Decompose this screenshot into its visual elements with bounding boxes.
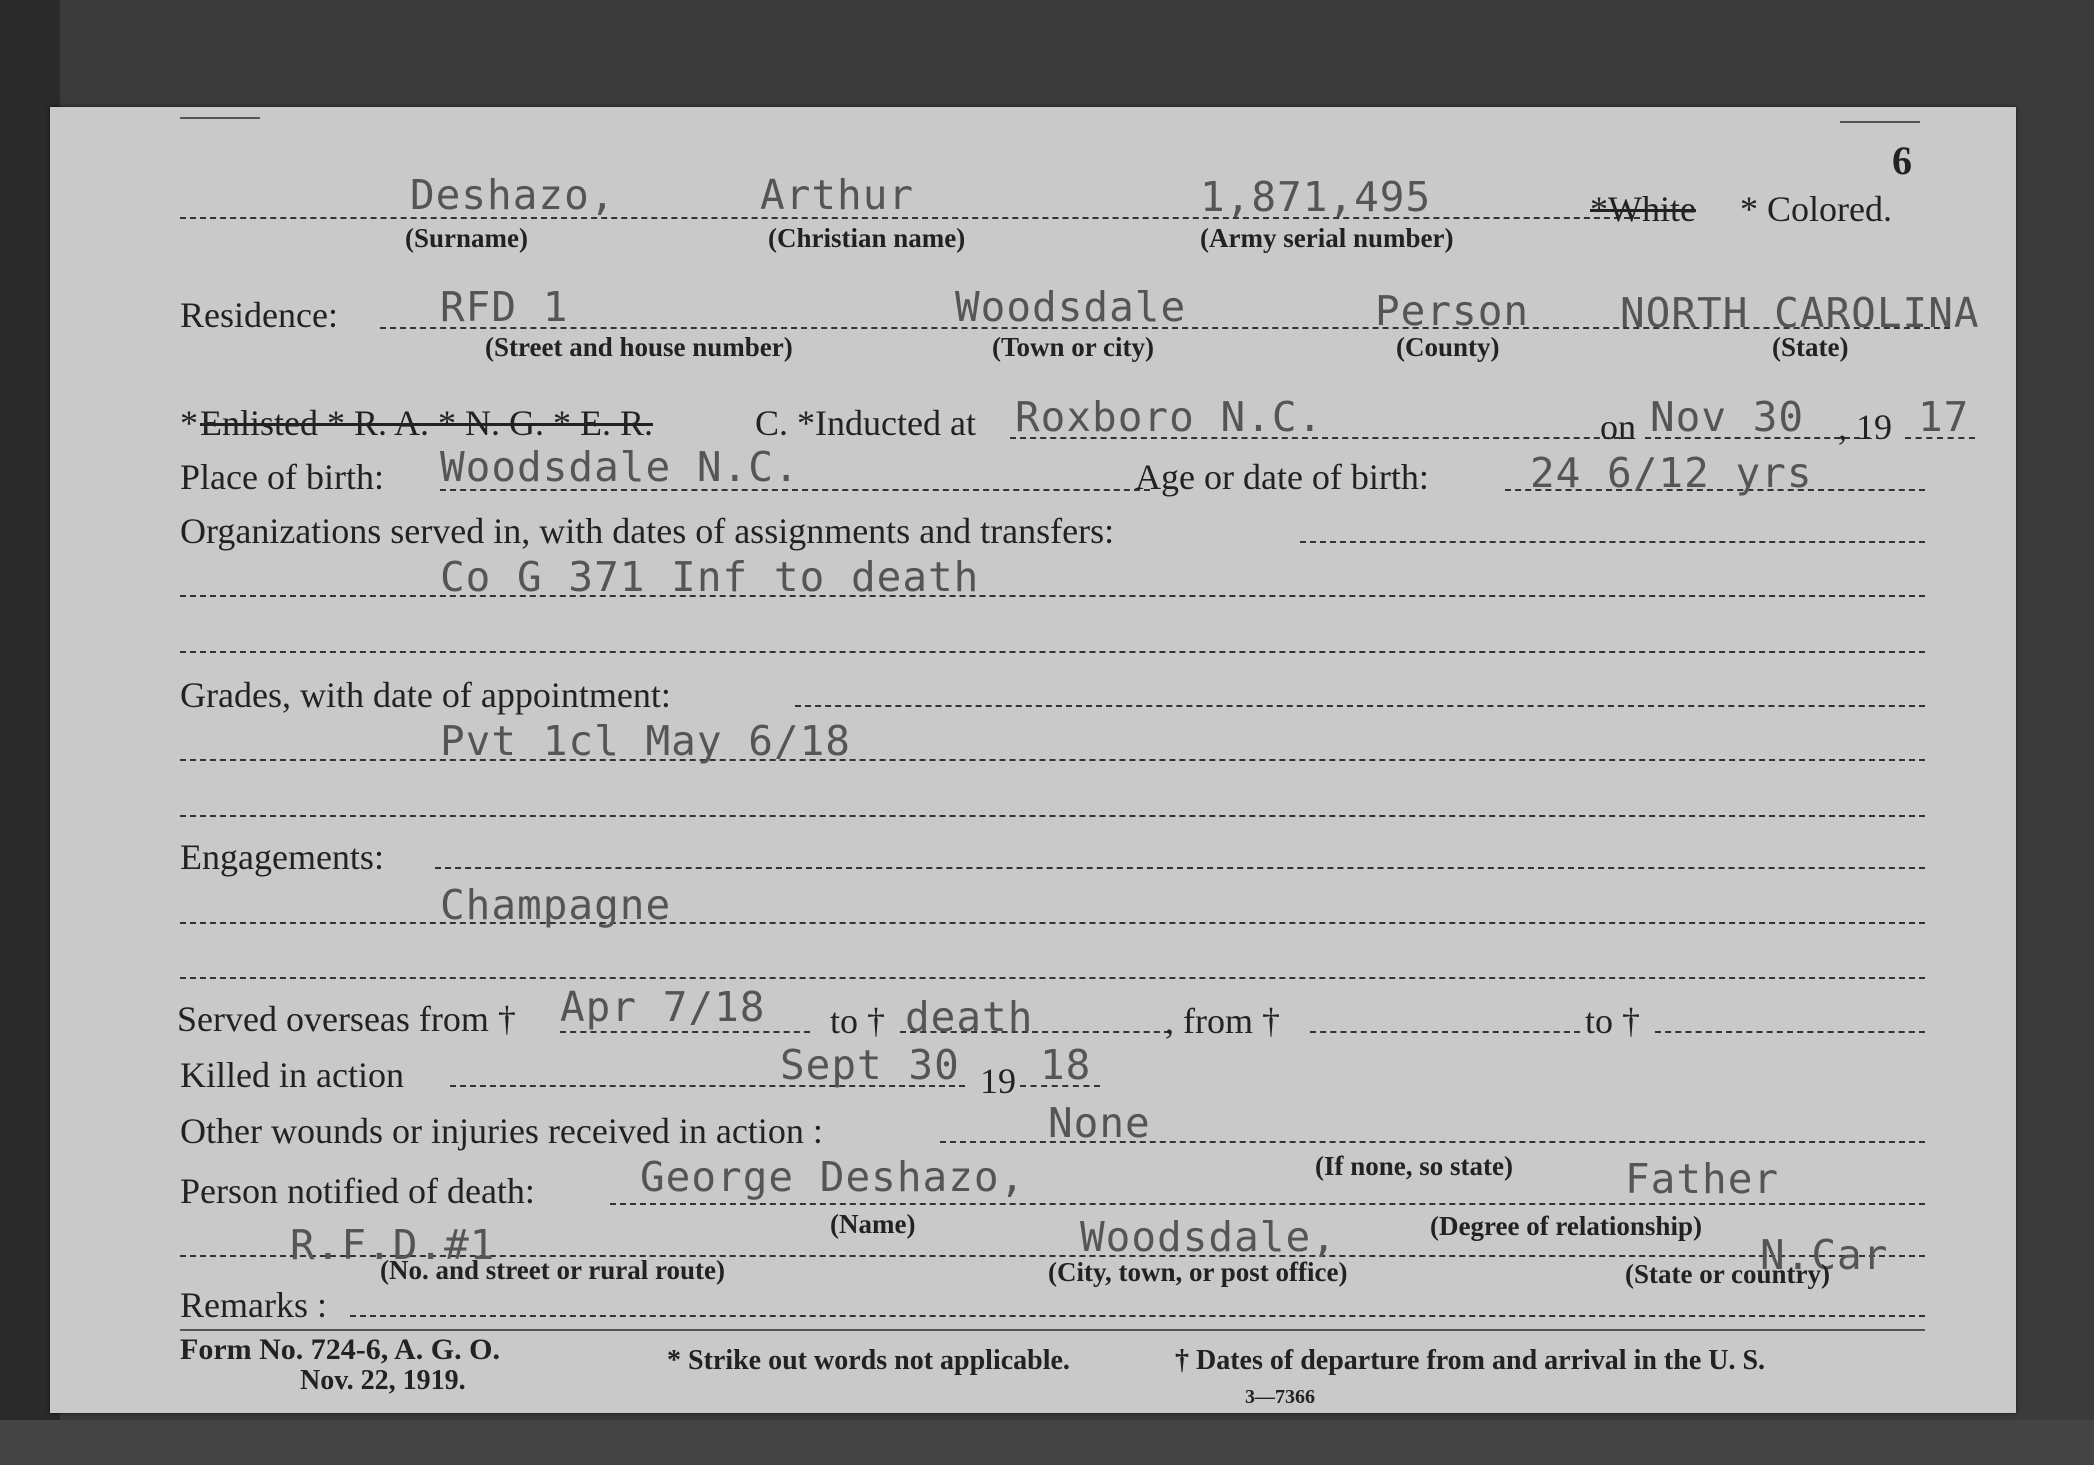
draft-record-card (50, 107, 2016, 1413)
strike-note: * Strike out words not applicable. (667, 1345, 1070, 1376)
overseas-to-label: to † (830, 1001, 886, 1041)
christian-name-value: Arthur (760, 171, 915, 219)
organizations-line-1 (1300, 541, 1925, 543)
inducted-label: C. *Inducted at (755, 403, 976, 443)
card-number: 6 (1892, 138, 1912, 183)
caption-state: (State) (1772, 332, 1849, 362)
race-white-struck: *White (1590, 189, 1696, 229)
caption-christian-name: (Christian name) (768, 223, 966, 253)
scan-background-bottom (0, 1420, 2094, 1465)
wounds-label: Other wounds or injuries received in action : (180, 1111, 823, 1151)
to2-label: to † (1585, 1001, 1641, 1041)
form-number: Form No. 724-6, A. G. O. (180, 1333, 500, 1366)
birth-place-label: Place of birth: (180, 457, 384, 497)
overseas-from-line (560, 1031, 810, 1033)
killed-date-value: Sept 30 (780, 1041, 960, 1089)
organizations-label: Organizations served in, with dates of assignments and transfers: (180, 511, 1115, 551)
killed-year-prefix: 19 (980, 1061, 1016, 1101)
dates-note: † Dates of departure from and arrival in the U. S. (1175, 1345, 1766, 1376)
enlisted-struck-options: Enlisted * R. A. * N. G. * E. R. (200, 403, 654, 443)
caption-relationship: (Degree of relationship) (1430, 1211, 1702, 1241)
town-value: Woodsdale (955, 283, 1187, 331)
to2-line (1655, 1031, 1925, 1033)
caption-surname: (Surname) (405, 223, 528, 253)
engagements-line-1 (435, 867, 1925, 869)
on-label: on (1600, 407, 1636, 447)
notified-street-value: R.F.D.#1 (290, 1221, 496, 1269)
inducted-date-value: Nov 30 (1650, 393, 1805, 441)
organizations-value: Co G 371 Inf to death (440, 553, 980, 601)
from2-line (1310, 1031, 1580, 1033)
grades-line-1 (795, 705, 1925, 707)
caption-city: (City, town, or post office) (1048, 1257, 1348, 1287)
caption-if-none: (If none, so state) (1315, 1151, 1513, 1181)
caption-state-country: (State or country) (1625, 1259, 1830, 1289)
state-value: NORTH CAROLINA (1620, 289, 1980, 337)
caption-street: (Street and house number) (485, 332, 793, 362)
age-value: 24 6/12 yrs (1530, 449, 1813, 497)
caption-county: (County) (1396, 332, 1500, 362)
notified-label: Person notified of death: (180, 1171, 535, 1211)
footer-rule (180, 1329, 1925, 1331)
county-value: Person (1375, 287, 1530, 335)
caption-name: (Name) (830, 1209, 916, 1239)
grades-value: Pvt 1cl May 6/18 (440, 717, 851, 765)
serial-number-value: 1,871,495 (1200, 173, 1432, 221)
notified-name-value: George Deshazo, (640, 1153, 1026, 1201)
age-label: Age or date of birth: (1135, 457, 1429, 497)
wounds-value: None (1048, 1099, 1151, 1147)
remarks-line (350, 1315, 1925, 1317)
killed-year-value: 18 (1040, 1041, 1092, 1089)
residence-label: Residence: (180, 295, 338, 335)
print-code: 3—7366 (1245, 1386, 1315, 1408)
birth-place-value: Woodsdale N.C. (440, 443, 800, 491)
from2-label: , from † (1165, 1001, 1280, 1041)
engagements-line-3 (180, 977, 1925, 979)
grades-line-3 (180, 815, 1925, 817)
relationship-value: Father (1625, 1155, 1780, 1203)
street-value: RFD 1 (440, 283, 569, 331)
enlisted-star: * (180, 403, 198, 443)
overseas-from-value: Apr 7/18 (560, 983, 766, 1031)
inducted-place-value: Roxboro N.C. (1015, 393, 1324, 441)
race-colored: * Colored. (1740, 189, 1892, 229)
inducted-year-value: 17 (1918, 393, 1970, 441)
grades-label: Grades, with date of appointment: (180, 675, 671, 715)
engagements-value: Champagne (440, 881, 672, 929)
notified-line (610, 1203, 1925, 1205)
year-prefix: , 19 (1838, 407, 1892, 447)
engagements-label: Engagements: (180, 837, 384, 877)
caption-street-route: (No. and street or rural route) (380, 1255, 725, 1285)
remarks-label: Remarks : (180, 1285, 327, 1325)
overseas-to-value: death (905, 993, 1034, 1041)
surname-value: Deshazo, (410, 171, 616, 219)
top-right-rule (1840, 121, 1920, 123)
killed-label: Killed in action (180, 1055, 404, 1095)
top-left-rule (180, 117, 260, 119)
notified-state-value: N.Car (1760, 1231, 1889, 1279)
organizations-line-3 (180, 651, 1925, 653)
caption-town: (Town or city) (992, 332, 1154, 362)
notified-city-value: Woodsdale, (1080, 1213, 1337, 1261)
caption-serial: (Army serial number) (1200, 223, 1454, 253)
form-date: Nov. 22, 1919. (300, 1365, 466, 1396)
overseas-label: Served overseas from † (177, 999, 516, 1039)
